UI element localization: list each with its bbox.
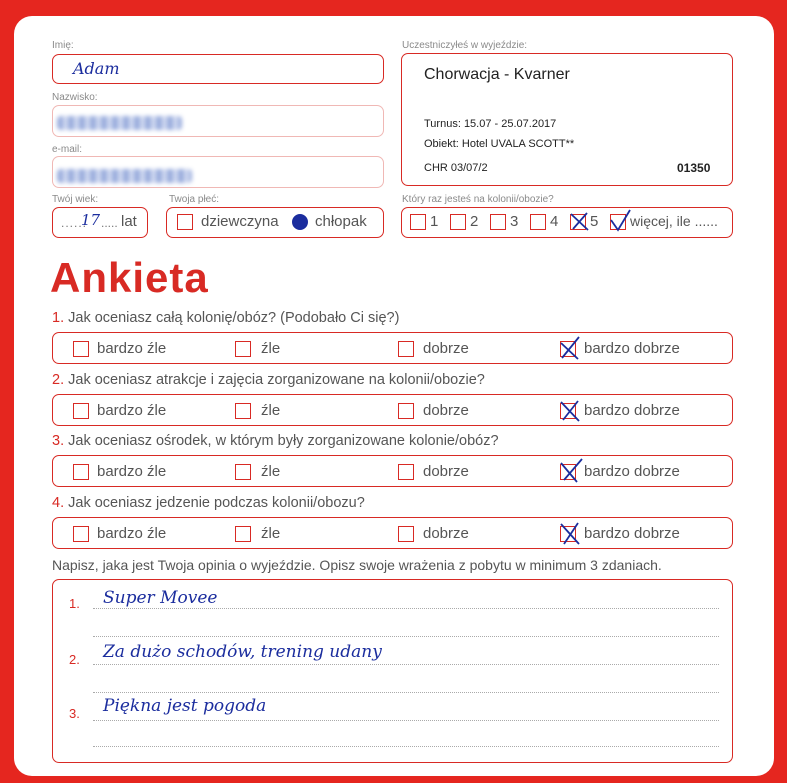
times-checkbox-5[interactable] (570, 214, 586, 230)
q4-option-bardzo-zle: bardzo źle (97, 525, 167, 542)
check-mark-icon (568, 208, 592, 234)
question-1: 1. Jak oceniasz całą kolonię/obóz? (Podobało Ci się?) (52, 310, 400, 326)
q3-option-bardzo-dobrze: bardzo dobrze (584, 463, 680, 480)
trip-obiekt: Obiekt: Hotel UVALA SCOTT** (424, 138, 575, 150)
opinion-line-3-text: Piękna jest pogoda (103, 696, 267, 716)
q3-checkbox-dobrze[interactable] (398, 464, 414, 480)
q2-option-bardzo-zle: bardzo źle (97, 402, 167, 419)
age-unit: lat (121, 213, 137, 230)
surname-field[interactable] (52, 105, 384, 137)
times-checkbox-1[interactable] (410, 214, 426, 230)
q2-checkbox-zle[interactable] (235, 403, 251, 419)
answer-row-3 (52, 455, 733, 487)
writing-line (93, 720, 719, 721)
check-mark-icon (558, 520, 582, 546)
times-field (401, 207, 733, 238)
q4-checkbox-dobrze[interactable] (398, 526, 414, 542)
gender-label: Twoja płeć: (169, 194, 220, 205)
q3-checkbox-bardzo-dobrze[interactable] (560, 464, 576, 480)
times-option-more: więcej, ile ...... (630, 213, 718, 229)
trip-info-box (401, 53, 733, 186)
age-value: 17 (81, 211, 101, 229)
trip-code: CHR 03/07/2 (424, 162, 488, 174)
times-option-1: 1 (430, 213, 439, 230)
q3-option-bardzo-zle: bardzo źle (97, 463, 167, 480)
q2-option-bardzo-dobrze: bardzo dobrze (584, 402, 680, 419)
question-4: 4. Jak oceniasz jedzenie podczas kolonii/obozu? (52, 495, 365, 511)
gender-option-male: chłopak (315, 213, 367, 230)
q3-checkbox-zle[interactable] (235, 464, 251, 480)
q1-option-bardzo-zle: bardzo źle (97, 340, 167, 357)
times-checkbox-more[interactable] (610, 214, 626, 230)
writing-line (93, 636, 719, 637)
q4-checkbox-bardzo-zle[interactable] (73, 526, 89, 542)
gender-field (166, 207, 384, 238)
name-value: Adam (73, 59, 120, 78)
writing-line (93, 664, 719, 665)
surname-label: Nazwisko: (52, 92, 98, 103)
name-field[interactable] (52, 54, 384, 84)
question-2: 2. Jak oceniasz atrakcje i zajęcia zorganizowane na kolonii/obozie? (52, 372, 485, 388)
redacted-surname (57, 116, 182, 130)
writing-line (93, 746, 719, 747)
check-mark-icon (558, 335, 582, 361)
name-label: Imię: (52, 40, 74, 51)
q4-option-dobrze: dobrze (423, 525, 469, 542)
redacted-email (57, 169, 192, 183)
times-checkbox-4[interactable] (530, 214, 546, 230)
q2-option-zle: źle (261, 402, 281, 419)
age-dots-2: ..... (101, 216, 118, 230)
trip-label: Uczestniczyłeś w wyjeździe: (402, 40, 528, 51)
age-field[interactable] (52, 207, 148, 238)
opinion-line-2-text: Za dużo schodów, trening udany (103, 642, 382, 662)
q3-option-dobrze: dobrze (423, 463, 469, 480)
opinion-prompt: Napisz, jaka jest Twoja opinia o wyjeździe. Opisz swoje wrażenia z pobytu w minimum 3 zdaniach. (52, 557, 662, 573)
q1-option-dobrze: dobrze (423, 340, 469, 357)
question-3: 3. Jak oceniasz ośrodek, w którym były zorganizowane kolonie/obóz? (52, 433, 499, 449)
q2-checkbox-dobrze[interactable] (398, 403, 414, 419)
q1-checkbox-zle[interactable] (235, 341, 251, 357)
q4-checkbox-zle[interactable] (235, 526, 251, 542)
times-checkbox-3[interactable] (490, 214, 506, 230)
gender-checkbox-female[interactable] (177, 214, 193, 230)
opinion-line-1-number: 1. (69, 596, 80, 611)
gender-option-female: dziewczyna (201, 213, 279, 230)
q2-checkbox-bardzo-zle[interactable] (73, 403, 89, 419)
email-label: e-mail: (52, 144, 83, 155)
q1-option-zle: źle (261, 340, 281, 357)
q4-option-zle: źle (261, 525, 281, 542)
times-option-5: 5 (590, 213, 599, 230)
q1-checkbox-bardzo-zle[interactable] (73, 341, 89, 357)
times-option-2: 2 (470, 213, 479, 230)
times-label: Który raz jesteś na kolonii/obozie? (402, 194, 554, 205)
q4-option-bardzo-dobrze: bardzo dobrze (584, 525, 680, 542)
age-label: Twój wiek: (52, 194, 99, 205)
q4-checkbox-bardzo-dobrze[interactable] (560, 526, 576, 542)
age-dots: ...... (61, 216, 88, 230)
survey-sheet (14, 16, 774, 776)
writing-line (93, 692, 719, 693)
check-mark-icon (558, 397, 582, 423)
trip-destination: Chorwacja - Kvarner (424, 66, 570, 83)
q3-checkbox-bardzo-zle[interactable] (73, 464, 89, 480)
check-mark-icon (558, 458, 582, 484)
trip-number: 01350 (677, 161, 711, 175)
survey-title: Ankieta (50, 254, 209, 301)
opinion-line-1-text: Super Movee (103, 588, 218, 608)
answer-row-4 (52, 517, 733, 549)
answer-row-1 (52, 332, 733, 364)
q1-checkbox-dobrze[interactable] (398, 341, 414, 357)
opinion-line-2-number: 2. (69, 652, 80, 667)
q2-checkbox-bardzo-dobrze[interactable] (560, 403, 576, 419)
times-checkbox-2[interactable] (450, 214, 466, 230)
q1-checkbox-bardzo-dobrze[interactable] (560, 341, 576, 357)
trip-turnus: Turnus: 15.07 - 25.07.2017 (424, 118, 557, 130)
q2-option-dobrze: dobrze (423, 402, 469, 419)
opinion-box[interactable] (52, 579, 733, 763)
opinion-line-3-number: 3. (69, 706, 80, 721)
check-mark-icon (608, 208, 632, 234)
q3-option-zle: źle (261, 463, 281, 480)
gender-checkbox-male[interactable] (292, 214, 308, 230)
q1-option-bardzo-dobrze: bardzo dobrze (584, 340, 680, 357)
answer-row-2 (52, 394, 733, 426)
email-field[interactable] (52, 156, 384, 188)
writing-line (93, 608, 719, 609)
times-option-3: 3 (510, 213, 519, 230)
times-option-4: 4 (550, 213, 559, 230)
